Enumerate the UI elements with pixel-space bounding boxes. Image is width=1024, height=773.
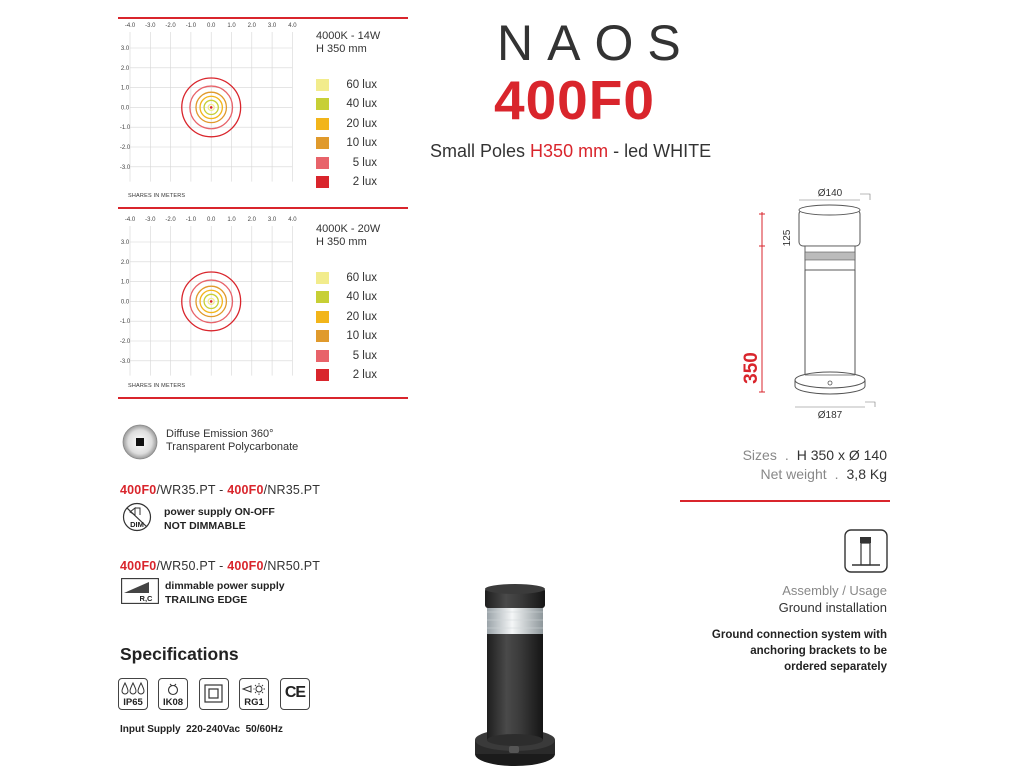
y-tick-label: 3.0 — [120, 240, 130, 246]
variant-1-code-b: 400F0 — [227, 483, 264, 497]
x-tick-label: -2.0 — [165, 23, 176, 29]
y-tick-label: 2.0 — [120, 65, 130, 72]
legend-label: 40 lux — [346, 291, 377, 304]
ground-installation-icon — [844, 529, 888, 573]
lux-legend-2 — [316, 268, 377, 385]
diagram-2-title — [316, 223, 380, 249]
variant-2-line1: dimmable power supply — [165, 580, 285, 592]
legend-row — [316, 366, 377, 386]
variant-2-code-a: 400F0 — [120, 559, 157, 573]
legend-swatch — [316, 272, 329, 284]
no-dim-icon-text: DIM — [130, 520, 144, 529]
weight-value: 3,8 Kg — [846, 466, 887, 482]
legend-swatch — [316, 137, 329, 149]
x-tick-label: -1.0 — [185, 217, 197, 223]
ik08-icon — [158, 678, 188, 710]
product-photo — [470, 582, 560, 768]
legend-row — [316, 134, 377, 154]
rg1-label: RG1 — [244, 697, 264, 708]
legend-row — [316, 95, 377, 115]
x-tick-label: -1.0 — [185, 23, 197, 29]
rg1-icon — [239, 678, 269, 710]
legend-swatch — [316, 118, 329, 130]
variant-1-description — [164, 505, 275, 533]
weight-label: Net weight — [760, 466, 827, 482]
y-tick-label: -3.0 — [119, 164, 131, 171]
assembly-note-line1: Ground connection system with — [711, 629, 887, 641]
total-height-label: 350 — [741, 352, 762, 384]
emission-text — [166, 428, 298, 454]
diagram-2-title-line2: H 350 mm — [316, 236, 367, 248]
shares-label: SHARES IN METERS — [128, 383, 186, 389]
legend-label: 2 lux — [352, 369, 377, 382]
legend-row — [316, 173, 377, 193]
variant-1-codes — [120, 483, 320, 497]
legend-row — [316, 288, 377, 308]
y-tick-label: -2.0 — [119, 339, 131, 345]
variant-1-line2: NOT DIMMABLE — [164, 520, 246, 532]
y-tick-label: -3.0 — [119, 358, 131, 365]
legend-row — [316, 307, 377, 327]
legend-label: 60 lux — [346, 78, 377, 91]
legend-label: 40 lux — [346, 98, 377, 111]
subtitle-height: H350 mm — [530, 141, 609, 161]
no-dim-icon — [122, 502, 152, 532]
photometric-diagram-14w — [118, 20, 297, 192]
weight-row — [743, 465, 887, 484]
ip65-icon — [118, 678, 148, 710]
y-tick-label: 1.0 — [120, 85, 130, 92]
x-tick-label: 1.0 — [227, 217, 236, 223]
legend-label: 20 lux — [346, 310, 377, 323]
legend-swatch — [316, 79, 329, 91]
legend-row — [316, 327, 377, 347]
y-tick-label: 3.0 — [120, 46, 130, 52]
specifications-heading: Specifications — [120, 644, 239, 664]
weight-sep: . — [834, 466, 839, 482]
legend-swatch — [316, 369, 329, 381]
product-code: 400F0 — [494, 69, 655, 131]
y-tick-label: -2.0 — [119, 145, 131, 151]
y-tick-label: -1.0 — [119, 319, 131, 326]
assembly-value: Ground installation — [778, 600, 887, 615]
assembly-label: Assembly / Usage — [782, 583, 887, 598]
variant-1-code-a: 400F0 — [120, 483, 157, 497]
y-tick-label: 0.0 — [120, 299, 130, 306]
ik08-label: IK08 — [162, 697, 184, 708]
diagram-2-title-line1: 4000K - 20W — [316, 223, 381, 235]
legend-label: 5 lux — [352, 349, 377, 362]
x-tick-label: 1.0 — [227, 23, 236, 29]
legend-row — [316, 153, 377, 173]
legend-swatch — [316, 350, 329, 362]
legend-swatch — [316, 311, 329, 323]
x-tick-label: -2.0 — [165, 217, 176, 223]
variant-2-suffix-b: /NR50.PT — [263, 559, 321, 573]
ce-mark-icon — [280, 678, 310, 710]
class-ii-icon — [199, 678, 229, 710]
diagram-1-title-line1: 4000K - 14W — [316, 30, 381, 42]
assembly-note-line2: anchoring brackets to be — [750, 645, 887, 657]
legend-label: 10 lux — [346, 330, 377, 343]
product-name: NAOS — [497, 15, 695, 71]
x-tick-label: -3.0 — [145, 217, 156, 223]
diagram-1-title-line2: H 350 mm — [316, 43, 367, 55]
divider-2 — [118, 397, 408, 399]
shares-label: SHARES IN METERS — [128, 193, 186, 199]
legend-row — [316, 268, 377, 288]
sizes-sep: . — [784, 447, 789, 463]
x-tick-label: 2.0 — [247, 23, 256, 29]
x-tick-label: 4.0 — [288, 23, 297, 29]
assembly-note — [712, 627, 887, 675]
diffuse-emission-icon — [122, 424, 158, 460]
top-divider-left — [118, 17, 408, 19]
x-tick-label: 4.0 — [288, 217, 297, 223]
x-tick-label: -3.0 — [145, 23, 156, 29]
lux-legend-1 — [316, 75, 377, 192]
sizes-value: H 350 x Ø 140 — [796, 447, 887, 463]
legend-row — [316, 75, 377, 95]
x-tick-label: 3.0 — [267, 23, 277, 29]
input-supply: Input Supply 220-240Vac 50/60Hz — [120, 724, 283, 735]
trailing-edge-icon-text: R,C — [139, 594, 153, 603]
top-diameter-label: Ø140 — [817, 188, 843, 199]
variant-2-codes — [120, 559, 320, 573]
legend-swatch — [316, 291, 329, 303]
ip65-label: IP65 — [123, 697, 143, 708]
trailing-edge-icon — [121, 578, 159, 604]
technical-drawing — [735, 180, 885, 420]
x-tick-label: -4.0 — [124, 23, 136, 29]
x-tick-label: 3.0 — [267, 217, 277, 223]
legend-label: 20 lux — [346, 117, 377, 130]
product-subtitle — [430, 141, 711, 162]
diagram-1-title — [316, 30, 380, 56]
top-height-label: 125 — [782, 229, 793, 247]
subtitle-prefix: Small Poles — [430, 141, 531, 161]
sizes-label: Sizes — [742, 447, 777, 463]
legend-row — [316, 346, 377, 366]
y-tick-label: 0.0 — [120, 105, 130, 112]
ce-label: CE — [284, 684, 306, 701]
legend-label: 60 lux — [346, 271, 377, 284]
legend-label: 5 lux — [352, 156, 377, 169]
y-tick-label: 1.0 — [120, 279, 130, 286]
emission-line1: Diffuse Emission 360° — [166, 428, 274, 440]
source-point — [210, 300, 213, 303]
emission-line2: Transparent Polycarbonate — [166, 441, 299, 453]
legend-swatch — [316, 157, 329, 169]
sizes-row — [743, 446, 887, 465]
legend-label: 2 lux — [352, 176, 377, 189]
legend-label: 10 lux — [346, 137, 377, 150]
y-tick-label: -1.0 — [119, 125, 131, 132]
sizes-block — [743, 446, 887, 484]
assembly-note-line3: ordered separately — [784, 661, 887, 673]
base-diameter-label: Ø187 — [817, 410, 843, 421]
variant-2-description — [165, 579, 285, 607]
variant-1-suffix-b: /NR35.PT — [263, 483, 321, 497]
legend-swatch — [316, 98, 329, 110]
variant-2-code-b: 400F0 — [227, 559, 264, 573]
divider-right — [680, 500, 890, 502]
x-tick-label: 2.0 — [247, 217, 256, 223]
legend-swatch — [316, 176, 329, 188]
photometric-diagram-20w — [118, 214, 297, 386]
divider-1 — [118, 207, 408, 209]
x-tick-label: 0.0 — [207, 23, 216, 29]
x-tick-label: 0.0 — [207, 217, 216, 223]
legend-row — [316, 114, 377, 134]
subtitle-suffix: - led WHITE — [608, 141, 712, 161]
legend-swatch — [316, 330, 329, 342]
x-tick-label: -4.0 — [124, 217, 136, 223]
variant-2-line2: TRAILING EDGE — [165, 594, 248, 606]
variant-2-suffix-a: /WR50.PT - — [156, 559, 228, 573]
variant-1-suffix-a: /WR35.PT - — [156, 483, 228, 497]
assembly-block — [779, 582, 887, 616]
source-point — [210, 106, 213, 109]
variant-1-line1: power supply ON-OFF — [164, 506, 275, 518]
y-tick-label: 2.0 — [120, 259, 130, 266]
